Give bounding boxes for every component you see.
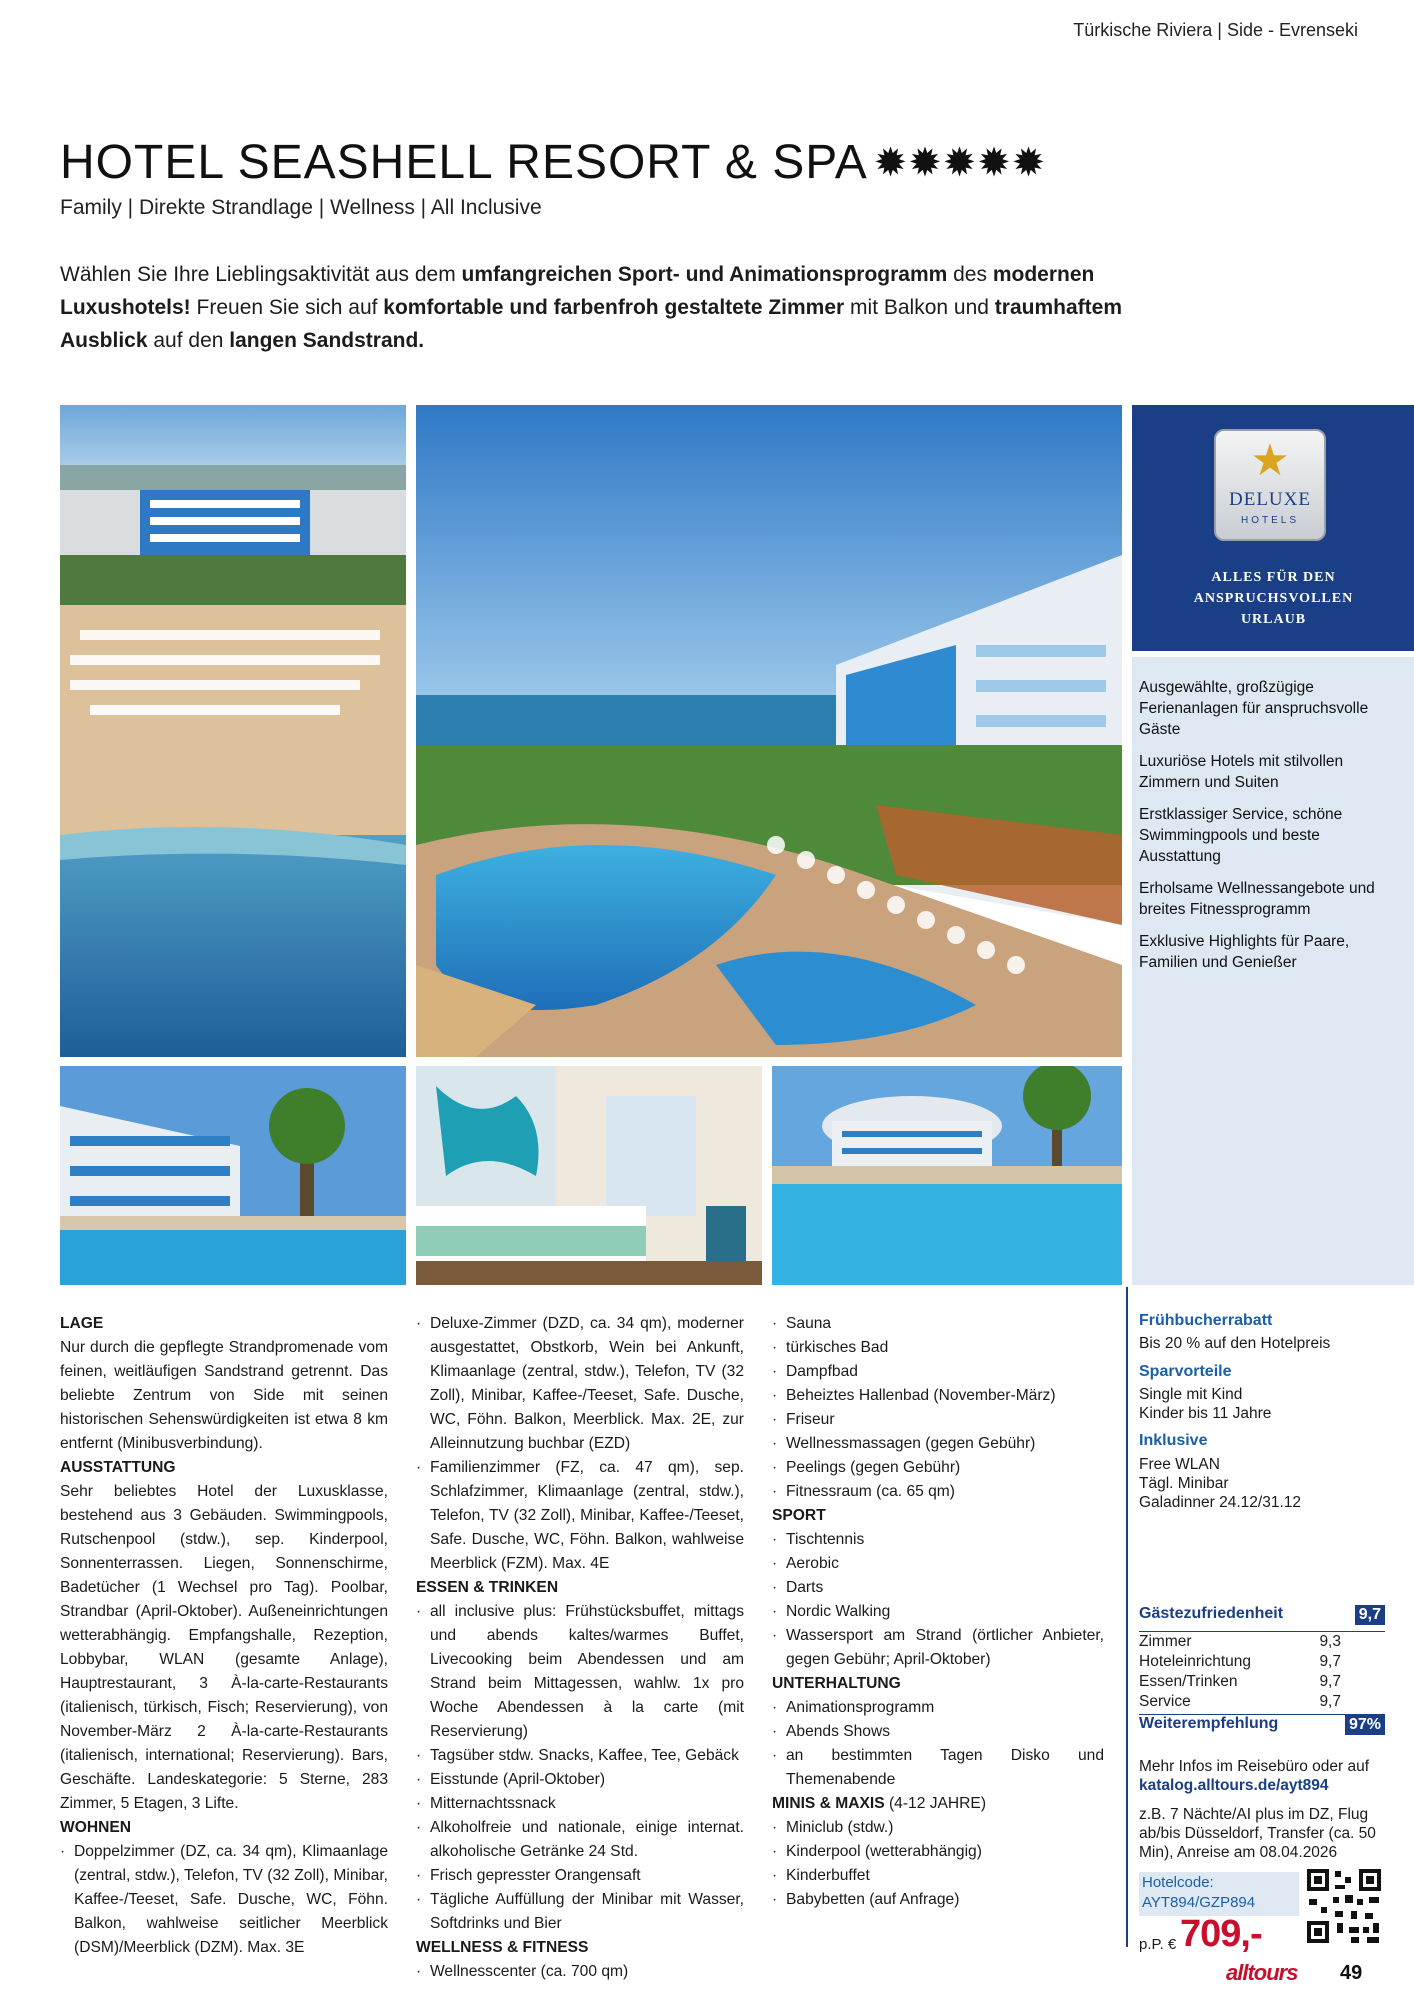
more-info-text: Mehr Infos im Reisebüro oder auf xyxy=(1139,1758,1370,1775)
list-item: · Aerobic xyxy=(772,1552,1104,1576)
intro-bold: traumhaftem Ausblick xyxy=(60,296,1122,352)
photo-beach-aerial xyxy=(60,405,406,1057)
spar-text-1: Single mit Kind xyxy=(1139,1386,1243,1403)
hotel-name: HOTEL SEASHELL RESORT & SPA xyxy=(60,136,868,189)
list-item: · Kinderbuffet xyxy=(772,1864,1104,1888)
deluxe-tagline-line: ANSPRUCHSVOLLEN xyxy=(1193,591,1354,606)
feature-item: Ausgewählte, großzügige Ferienanlagen für anspruchsvolle Gäste xyxy=(1139,679,1369,738)
list-item: · Kinderpool (wetterabhängig) xyxy=(772,1840,1104,1864)
alltours-logo: alltours xyxy=(1226,1960,1298,1985)
intro-text: mit Balkon und xyxy=(844,296,995,319)
deluxe-logo xyxy=(1214,429,1326,541)
qr-code-icon[interactable] xyxy=(1305,1867,1383,1945)
spar-heading: Sparvorteile xyxy=(1139,1363,1232,1380)
recommend-label: Weiterempfehlung xyxy=(1139,1715,1279,1732)
spar-text-2: Kinder bis 11 Jahre xyxy=(1139,1405,1272,1422)
ausstattung-text: Sehr beliebtes Hotel der Luxusklasse, bestehend aus 3 Gebäuden. Swimmingpools, Rutschenpool (stdw.), sep. Kinderpool, Sonnenterrassen. Liegen, Sonnenschirme, Badetücher (1 Wechsel pro Tag). Poolbar, Strandbar (April-Oktober). Außeneinrichtungen wetterabhängig. Empfangshalle, Rezeption, Lobbybar, WLAN (gesamte Anlage), Hauptrestaurant, 3 À-la-carte-Restaurants (italienisch, türkisch, Fisch; Reservierung), von November-März 2 À-la-carte-Restaurants (italienisch, international; Reservierung). Bars, Geschäfte. Landeskategorie: 5 Sterne, 283 Zimmer, 5 Etagen, 3 Lifte. xyxy=(60,1483,388,1812)
column-lage-ausstattung xyxy=(60,1312,388,1960)
list-item: · Fitnessraum (ca. 65 qm) xyxy=(772,1480,1104,1504)
inklusive-text-3: Galadinner 24.12/31.12 xyxy=(1139,1494,1302,1511)
column-wohnen-essen xyxy=(416,1312,744,1984)
intro-bold: modernen Luxushotels! xyxy=(60,263,1095,319)
hotel-code-value: AYT894/GZP894 xyxy=(1142,1894,1256,1911)
info-divider xyxy=(1126,1287,1128,1947)
hotel-code-label: Hotelcode: xyxy=(1142,1874,1214,1891)
rating-row xyxy=(1139,1652,1385,1672)
hotel-title xyxy=(60,135,1046,190)
list-item: · Nordic Walking xyxy=(772,1600,1104,1624)
star-rating: ✹✹✹✹✹ xyxy=(873,141,1047,185)
list-item: · all inclusive plus: Frühstücksbuffet, mittags und abends kaltes/warmes Buffet, Livecooking beim Abendessen und am Strand beim Mittagessen, wahlw. 1x pro Woche Abendessen à la carte (mit Reservierung) xyxy=(416,1600,744,1744)
lage-text: Nur durch die gepflegte Strandpromenade vom feinen, weitläufigen Sandstrand getrennt. Das beliebte Zentrum von Side mit seinen historischen Sehenswürdigkeiten ist etwa 8 km entfernt (Minibusverbindung). xyxy=(60,1339,388,1452)
list-item: · an bestimmten Tagen Disko und Themenabende xyxy=(772,1744,1104,1792)
intro-paragraph xyxy=(60,258,1190,357)
deluxe-hotels-label: HOTELS xyxy=(1240,515,1299,526)
rating-row-label: Service xyxy=(1139,1693,1191,1710)
photo-hotel-pool xyxy=(416,405,1122,1057)
section-heading-ausstattung: AUSSTATTUNG xyxy=(60,1459,176,1476)
intro-bold: komfortable und farbenfroh gestaltete Zimmer xyxy=(383,296,845,319)
column-sport-unterhaltung xyxy=(772,1312,1104,1912)
hotel-tagline: Family | Direkte Strandlage | Wellness | All Inclusive xyxy=(60,196,542,219)
intro-bold: langen Sandstrand. xyxy=(229,329,425,352)
feature-item: Exklusive Highlights für Paare, Familien und Genießer xyxy=(1139,933,1350,971)
intro-bold: umfangreichen Sport- und Animationsprogramm xyxy=(461,263,948,286)
guest-rating xyxy=(1139,1605,1385,1739)
list-item: · Wellnesscenter (ca. 700 qm) xyxy=(416,1960,744,1984)
region-breadcrumb: Türkische Riviera | Side - Evrenseki xyxy=(1073,20,1358,40)
section-heading-wohnen: WOHNEN xyxy=(60,1819,132,1836)
list-item: · Miniclub (stdw.) xyxy=(772,1816,1104,1840)
section-heading-minis xyxy=(772,1792,1104,1816)
list-item: · Abends Shows xyxy=(772,1720,1104,1744)
deluxe-features xyxy=(1132,657,1414,1285)
catalog-link[interactable]: katalog.alltours.de/ayt894 xyxy=(1139,1777,1329,1794)
rating-row-value: 9,7 xyxy=(1319,1673,1341,1690)
fruehbucher-heading: Frühbucherrabatt xyxy=(1139,1312,1273,1329)
deluxe-tagline xyxy=(1132,567,1414,630)
rating-row xyxy=(1139,1672,1385,1692)
list-item: · Alkoholfreie und nationale, einige internat. alkoholische Getränke 24 Std. xyxy=(416,1816,744,1864)
list-item: · Eisstunde (April-Oktober) xyxy=(416,1768,744,1792)
star-icon: ★ xyxy=(1250,436,1290,485)
page-number: 49 xyxy=(1340,1962,1363,1984)
list-item: · Doppelzimmer (DZ, ca. 34 qm), Klimaanlage (zentral, stdw.), Telefon, TV (32 Zoll), Minibar, Kaffee-/Teeset, Safe. Dusche, WC, Föhn. Balkon, wahlweise seitlicher Meerblick (DSM)/Meerblick (DZM). Max. 3E xyxy=(60,1840,388,1960)
intro-text: des xyxy=(947,263,993,286)
list-item: · türkisches Bad xyxy=(772,1336,1104,1360)
rating-row xyxy=(1139,1632,1385,1652)
list-item: · Friseur xyxy=(772,1408,1104,1432)
list-item: · Frisch gepresster Orangensaft xyxy=(416,1864,744,1888)
list-item: · Babybetten (auf Anfrage) xyxy=(772,1888,1104,1912)
hotel-code-box xyxy=(1139,1872,1299,1916)
rating-row-value: 9,7 xyxy=(1319,1653,1341,1670)
section-heading-unterhaltung: UNTERHALTUNG xyxy=(772,1675,901,1692)
deluxe-tagline-line: ALLES FÜR DEN xyxy=(1211,570,1336,585)
price-prefix: p.P. € xyxy=(1139,1936,1177,1953)
list-item: · Beheiztes Hallenbad (November-März) xyxy=(772,1384,1104,1408)
fruehbucher-text: Bis 20 % auf den Hotelpreis xyxy=(1139,1335,1331,1352)
section-heading-essen: ESSEN & TRINKEN xyxy=(416,1579,559,1596)
price-example: z.B. 7 Nächte/AI plus im DZ, Flug ab/bis Düsseldorf, Transfer (ca. 50 Min), Anreise am 08.04.2026 xyxy=(1139,1806,1376,1861)
inklusive-text-2: Tägl. Minibar xyxy=(1139,1475,1229,1492)
feature-item: Erstklassiger Service, schöne Swimmingpools und beste Ausstattung xyxy=(1139,806,1343,865)
deluxe-tagline-line: URLAUB xyxy=(1240,612,1307,627)
inklusive-heading: Inklusive xyxy=(1139,1432,1208,1449)
rating-row-label: Zimmer xyxy=(1139,1633,1192,1650)
list-item: · Dampfbad xyxy=(772,1360,1104,1384)
section-heading-wellness: WELLNESS & FITNESS xyxy=(416,1939,589,1956)
rating-row-value: 9,7 xyxy=(1319,1693,1341,1710)
intro-text: auf den xyxy=(147,329,230,352)
price-value: 709,- xyxy=(1180,1913,1262,1955)
intro-text: Freuen Sie sich auf xyxy=(190,296,384,319)
minis-heading: MINIS & MAXIS xyxy=(772,1795,885,1812)
section-heading-lage: LAGE xyxy=(60,1315,104,1332)
list-item: · Tagsüber stdw. Snacks, Kaffee, Tee, Gebäck xyxy=(416,1744,744,1768)
minis-age: (4-12 JAHRE) xyxy=(884,1795,987,1812)
list-item: · Peelings (gegen Gebühr) xyxy=(772,1456,1104,1480)
list-item: · Darts xyxy=(772,1576,1104,1600)
list-item: · Wassersport am Strand (örtlicher Anbieter, gegen Gebühr; April-Oktober) xyxy=(772,1624,1104,1672)
photo-hotel-exterior xyxy=(60,1066,406,1285)
rating-row-value: 9,3 xyxy=(1319,1633,1341,1650)
list-item: · Tägliche Auffüllung der Minibar mit Wasser, Softdrinks und Bier xyxy=(416,1888,744,1936)
list-item: · Familienzimmer (FZ, ca. 47 qm), sep. Schlafzimmer, Klimaanlage (zentral, stdw.), Telefon, TV (32 Zoll), Minibar, Kaffee-/Teeset, Safe. Dusche, WC, Föhn. Balkon, wahlweise Meerblick (FZM). Max. 4E xyxy=(416,1456,744,1576)
deluxe-brand: DELUXE xyxy=(1229,489,1311,510)
rating-row-label: Hoteleinrichtung xyxy=(1139,1653,1252,1670)
feature-item: Erholsame Wellnessangebote und breites Fitnessprogramm xyxy=(1139,880,1375,918)
photo-hotel-room xyxy=(416,1066,762,1285)
deluxe-hotels-panel xyxy=(1132,405,1414,651)
list-item: · Tischtennis xyxy=(772,1528,1104,1552)
list-item: · Mitternachtssnack xyxy=(416,1792,744,1816)
booking-info xyxy=(1132,1287,1414,2000)
list-item: · Wellnessmassagen (gegen Gebühr) xyxy=(772,1432,1104,1456)
list-item: · Animationsprogramm xyxy=(772,1696,1104,1720)
rating-header xyxy=(1139,1605,1385,1632)
rating-label: Gästezufriedenheit xyxy=(1139,1605,1284,1622)
section-heading-sport: SPORT xyxy=(772,1507,826,1524)
photo-pool-area xyxy=(772,1066,1122,1285)
list-item: · Sauna xyxy=(772,1312,1104,1336)
inklusive-text-1: Free WLAN xyxy=(1139,1456,1220,1473)
rating-badge: 9,7 xyxy=(1355,1605,1385,1625)
list-item: · Deluxe-Zimmer (DZD, ca. 34 qm), moderner ausgestattet, Obstkorb, Wein bei Ankunft, Klimaanlage (zentral, stdw.), Telefon, TV (32 Zoll), Minibar, Kaffee-/Teeset, Safe. Dusche, WC, Föhn. Balkon, Meerblick. Max. 2E, zur Alleinnutzung buchbar (EZD) xyxy=(416,1312,744,1456)
intro-text: Wählen Sie Ihre Lieblingsaktivität aus dem xyxy=(60,263,462,286)
feature-item: Luxuriöse Hotels mit stilvollen Zimmern und Suiten xyxy=(1139,753,1344,791)
recommend-badge: 97% xyxy=(1345,1715,1385,1735)
rating-row-label: Essen/Trinken xyxy=(1139,1673,1238,1690)
rating-row xyxy=(1139,1692,1385,1712)
recommendation xyxy=(1139,1714,1385,1739)
